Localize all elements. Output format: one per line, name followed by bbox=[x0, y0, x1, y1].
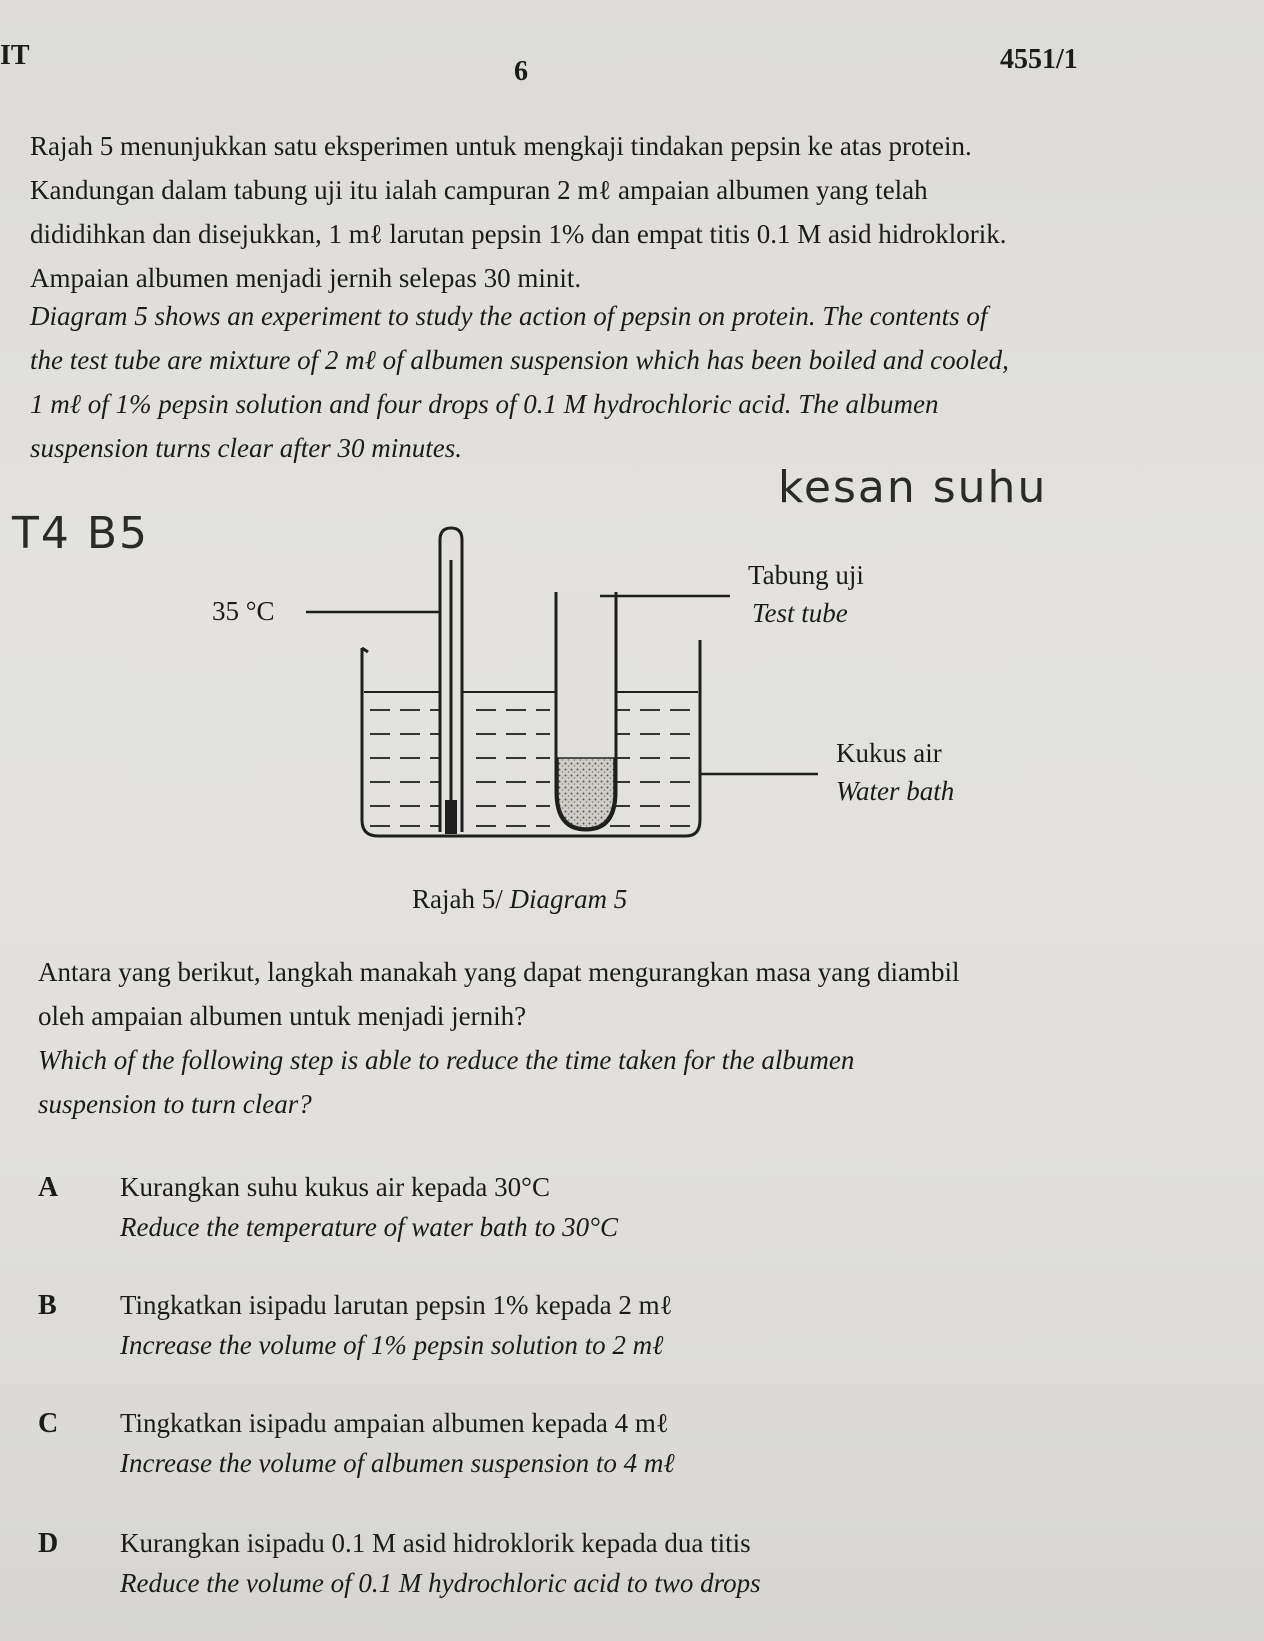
option-a-letter[interactable]: A bbox=[38, 1172, 59, 1203]
intro-en-line: Diagram 5 shows an experiment to study the action of pepsin on protein. The contents of bbox=[30, 301, 988, 331]
diagram-caption bbox=[412, 884, 627, 915]
test-tube-label-en: Test tube bbox=[752, 598, 848, 628]
question-en-line: suspension to turn clear? bbox=[38, 1089, 312, 1119]
option-b-malay: Tingkatkan isipadu larutan pepsin 1% kepada 2 mℓ bbox=[120, 1290, 673, 1320]
intro-en-line: suspension turns clear after 30 minutes. bbox=[30, 433, 462, 463]
paper-code: 4551/1 bbox=[1000, 44, 1078, 75]
question-english bbox=[38, 1038, 1228, 1126]
water-pattern bbox=[370, 710, 692, 826]
intro-en-line: the test tube are mixture of 2 mℓ of albumen suspension which has been boiled and cooled, bbox=[30, 345, 1009, 375]
option-a-english: Reduce the temperature of water bath to 30°C bbox=[120, 1212, 618, 1242]
intro-ms-line: Rajah 5 menunjukkan satu eksperimen untuk mengkaji tindakan pepsin ke atas protein. bbox=[30, 131, 972, 161]
intro-ms-line: dididihkan dan disejukkan, 1 mℓ larutan pepsin 1% dan empat titis 0.1 M asid hidroklorik. bbox=[30, 219, 1007, 249]
handwritten-note: kesan suhu bbox=[778, 462, 1048, 513]
intro-ms-line: Kandungan dalam tabung uji itu ialah campuran 2 mℓ ampaian albumen yang telah bbox=[30, 175, 928, 205]
header-left: IT bbox=[0, 40, 30, 71]
option-a-malay: Kurangkan suhu kukus air kepada 30°C bbox=[120, 1172, 550, 1202]
water-bath-label-en: Water bath bbox=[836, 776, 955, 806]
option-d-english: Reduce the volume of 0.1 M hydrochloric acid to two drops bbox=[120, 1568, 761, 1598]
question-en-line: Which of the following step is able to reduce the time taken for the albumen bbox=[38, 1045, 855, 1075]
thermometer bbox=[440, 528, 462, 834]
option-d-letter[interactable]: D bbox=[38, 1528, 59, 1559]
option-c-english: Increase the volume of albumen suspension to 4 mℓ bbox=[120, 1448, 675, 1478]
option-b-english: Increase the volume of 1% pepsin solution to 2 mℓ bbox=[120, 1330, 664, 1360]
test-tube bbox=[556, 592, 616, 830]
question-ms-line: Antara yang berikut, langkah manakah yang dapat mengurangkan masa yang diambil bbox=[38, 957, 960, 987]
page-number: 6 bbox=[514, 56, 528, 87]
water-bath-label-ms: Kukus air bbox=[836, 738, 942, 768]
intro-ms-line: Ampaian albumen menjadi jernih selepas 30 minit. bbox=[30, 263, 582, 293]
test-tube-label-ms: Tabung uji bbox=[748, 560, 864, 590]
intro-en-line: 1 mℓ of 1% pepsin solution and four drops of 0.1 M hydrochloric acid. The albumen bbox=[30, 389, 939, 419]
question-ms-line: oleh ampaian albumen untuk menjadi jernih? bbox=[38, 1001, 527, 1031]
option-d-malay: Kurangkan isipadu 0.1 M asid hidroklorik kepada dua titis bbox=[120, 1528, 751, 1558]
temperature-label: 35 °C bbox=[212, 596, 275, 626]
handwritten-tag: T4 B5 bbox=[12, 508, 150, 559]
option-c-letter[interactable]: C bbox=[38, 1408, 59, 1439]
caption-en: Diagram 5 bbox=[509, 884, 628, 914]
question-malay bbox=[38, 950, 1228, 1038]
caption-ms: Rajah 5/ bbox=[412, 884, 503, 914]
option-c-malay: Tingkatkan isipadu ampaian albumen kepada 4 mℓ bbox=[120, 1408, 669, 1438]
option-b-letter[interactable]: B bbox=[38, 1290, 57, 1321]
